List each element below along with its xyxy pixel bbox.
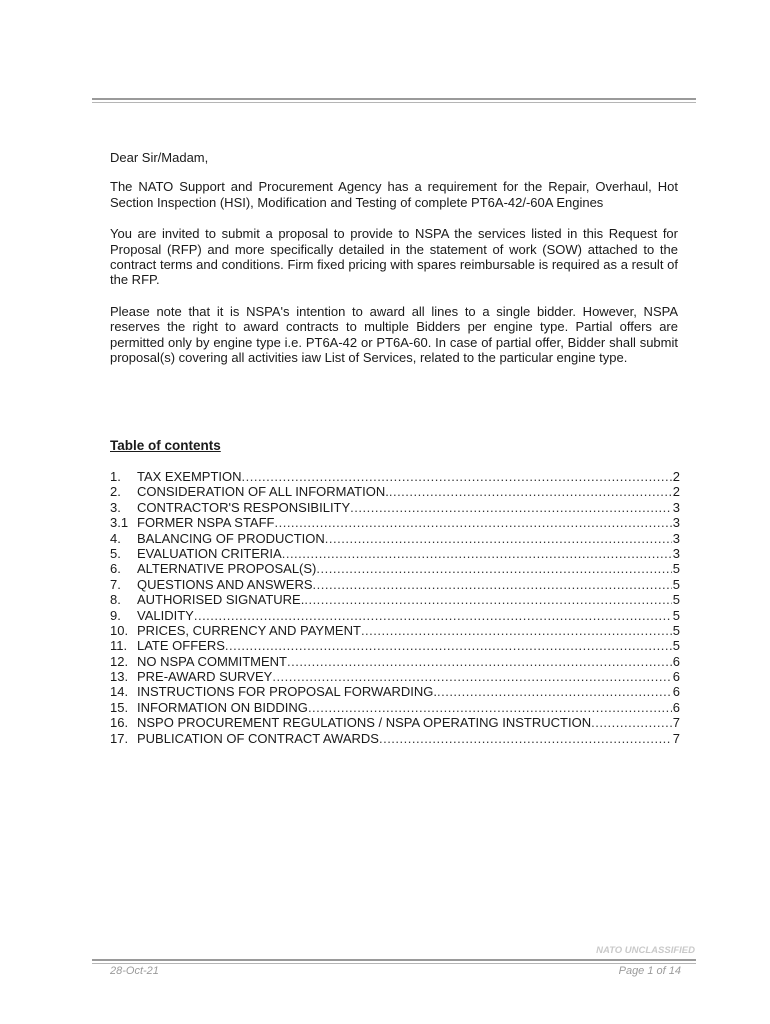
toc-item-number: 7.: [110, 576, 121, 592]
toc-leader: [272, 669, 671, 684]
paragraph-requirement: The NATO Support and Procurement Agency has a requirement for the Repair, Overhaul, Hot Section Inspection (HSI), Modification and Testing of complete PT6A-42/-60A Engines: [110, 179, 678, 210]
toc-item-page: 6: [672, 653, 680, 669]
toc-leader: [361, 623, 672, 638]
toc-item-number: 15.: [110, 699, 129, 715]
toc-item[interactable]: [110, 577, 680, 592]
greeting: Dear Sir/Madam,: [110, 150, 209, 165]
toc-item-label: CONTRACTOR'S RESPONSIBILITY: [137, 499, 351, 515]
toc-title: Table of contents: [110, 438, 221, 453]
toc-leader: [437, 684, 672, 699]
toc-item-page: 2: [672, 484, 680, 500]
toc-item-number: 6.: [110, 561, 121, 577]
toc-leader: [316, 561, 671, 576]
toc-item-page: 2: [672, 469, 680, 484]
toc-leader: [350, 500, 672, 515]
toc-item-number: 3.1: [110, 515, 129, 531]
toc-leader: [287, 654, 672, 669]
toc-item[interactable]: [110, 623, 680, 638]
toc-item[interactable]: [110, 500, 680, 515]
toc-item[interactable]: [110, 700, 680, 715]
toc-item-label: FORMER NSPA STAFF: [137, 515, 275, 531]
toc-item-label: TAX EXEMPTION: [137, 469, 242, 484]
toc-item-label: PUBLICATION OF CONTRACT AWARDS: [137, 730, 379, 746]
toc-item-number: 13.: [110, 669, 129, 685]
toc-item-page: 6: [672, 684, 680, 700]
toc-item-number: 2.: [110, 484, 121, 500]
classification-marking: NATO UNCLASSIFIED: [596, 945, 695, 956]
paragraph-invitation: You are invited to submit a proposal to provide to NSPA the services listed in this Request for Proposal (RFP) and more specifically detailed in the statement of work (SOW) attached to the contract terms and conditions. Firm fixed pricing with spares reimbursable is required as a result of the RFP.: [110, 226, 678, 288]
toc-item-page: 3: [672, 545, 680, 561]
toc-item-label: PRE-AWARD SURVEY: [137, 669, 273, 685]
toc-leader: [282, 546, 672, 561]
toc-item-label: BALANCING OF PRODUCTION: [137, 530, 325, 546]
toc-item[interactable]: [110, 531, 680, 546]
toc-item-label: CONSIDERATION OF ALL INFORMATION.: [137, 484, 389, 500]
footer-rule: [92, 959, 696, 964]
toc-item-page: 6: [672, 669, 680, 685]
toc-leader: [194, 608, 672, 623]
toc-leader: [379, 731, 672, 746]
toc-leader: [325, 531, 672, 546]
toc-leader: [274, 515, 671, 530]
toc-item[interactable]: [110, 484, 680, 499]
toc-item[interactable]: [110, 469, 680, 484]
toc-item-page: 5: [672, 607, 680, 623]
footer-date: 28-Oct-21: [110, 965, 159, 977]
toc-item[interactable]: [110, 654, 680, 669]
toc-item-label: INSTRUCTIONS FOR PROPOSAL FORWARDING.: [137, 684, 437, 700]
toc-item-number: 9.: [110, 607, 121, 623]
letter-body: [110, 150, 678, 381]
toc-item-label: ALTERNATIVE PROPOSAL(S): [137, 561, 317, 577]
toc-item-number: 11.: [110, 638, 128, 654]
toc-item-number: 4.: [110, 530, 121, 546]
toc-item-page: 3: [672, 499, 680, 515]
toc-item-number: 16.: [110, 715, 129, 731]
toc-item-number: 12.: [110, 653, 129, 669]
toc-item-page: 5: [672, 592, 680, 608]
toc-leader: [591, 715, 672, 730]
toc-item-label: QUESTIONS AND ANSWERS: [137, 576, 313, 592]
footer-page-number: Page 1 of 14: [618, 965, 681, 977]
toc-item-number: 5.: [110, 545, 121, 561]
toc-item-page: 5: [672, 638, 680, 654]
toc-item-number: 3.: [110, 499, 121, 515]
toc-item-page: 3: [672, 515, 680, 531]
toc-leader: [308, 700, 672, 715]
toc-item-label: NO NSPA COMMITMENT: [137, 653, 287, 669]
toc-item-number: 10.: [110, 622, 129, 638]
toc-item-number: 1.: [110, 469, 121, 484]
table-of-contents: [110, 469, 680, 746]
toc-leader: [242, 469, 672, 484]
toc-leader: [304, 592, 671, 607]
toc-item[interactable]: [110, 561, 680, 576]
toc-item-label: INFORMATION ON BIDDING: [137, 699, 308, 715]
toc-item-number: 8.: [110, 592, 121, 608]
toc-item-number: 17.: [110, 730, 129, 746]
header-rule: [92, 98, 696, 103]
toc-item-label: VALIDITY: [137, 607, 194, 623]
toc-item-label: PRICES, CURRENCY AND PAYMENT: [137, 622, 361, 638]
toc-item[interactable]: [110, 715, 680, 730]
toc-item-label: LATE OFFERS: [137, 638, 225, 654]
paragraph-award-note: Please note that it is NSPA's intention to award all lines to a single bidder. However, NSPA reserves the right to award contracts to multiple Bidders per engine type. Partial offers are permitted only by engine type i.e. PT6A-42 or PT6A-60. In case of partial offer, Bidder shall submit proposal(s) covering all activities iaw List of Services, related to the particular engine type.: [110, 303, 678, 366]
toc-item-page: 5: [672, 561, 680, 577]
toc-item[interactable]: [110, 608, 680, 623]
toc-item-page: 6: [672, 699, 680, 715]
toc-item[interactable]: [110, 592, 680, 607]
toc-leader: [225, 638, 672, 653]
toc-item[interactable]: [110, 684, 680, 699]
toc-item-label: NSPO PROCUREMENT REGULATIONS / NSPA OPERATING INSTRUCTION: [137, 715, 592, 731]
toc-leader: [389, 484, 672, 499]
toc-item[interactable]: [110, 669, 680, 684]
toc-item-page: 5: [672, 622, 680, 638]
toc-item-label: AUTHORISED SIGNATURE.: [137, 592, 305, 608]
toc-item[interactable]: [110, 638, 680, 653]
toc-item-page: 3: [672, 530, 680, 546]
toc-item-page: 5: [672, 576, 680, 592]
toc-item[interactable]: [110, 731, 680, 746]
toc-item-number: 14.: [110, 684, 129, 700]
toc-item-page: 7: [672, 730, 680, 746]
toc-item[interactable]: [110, 515, 680, 530]
toc-item-page: 7: [672, 715, 680, 731]
toc-item-label: EVALUATION CRITERIA: [137, 545, 282, 561]
toc-item[interactable]: [110, 546, 680, 561]
toc-leader: [313, 577, 672, 592]
